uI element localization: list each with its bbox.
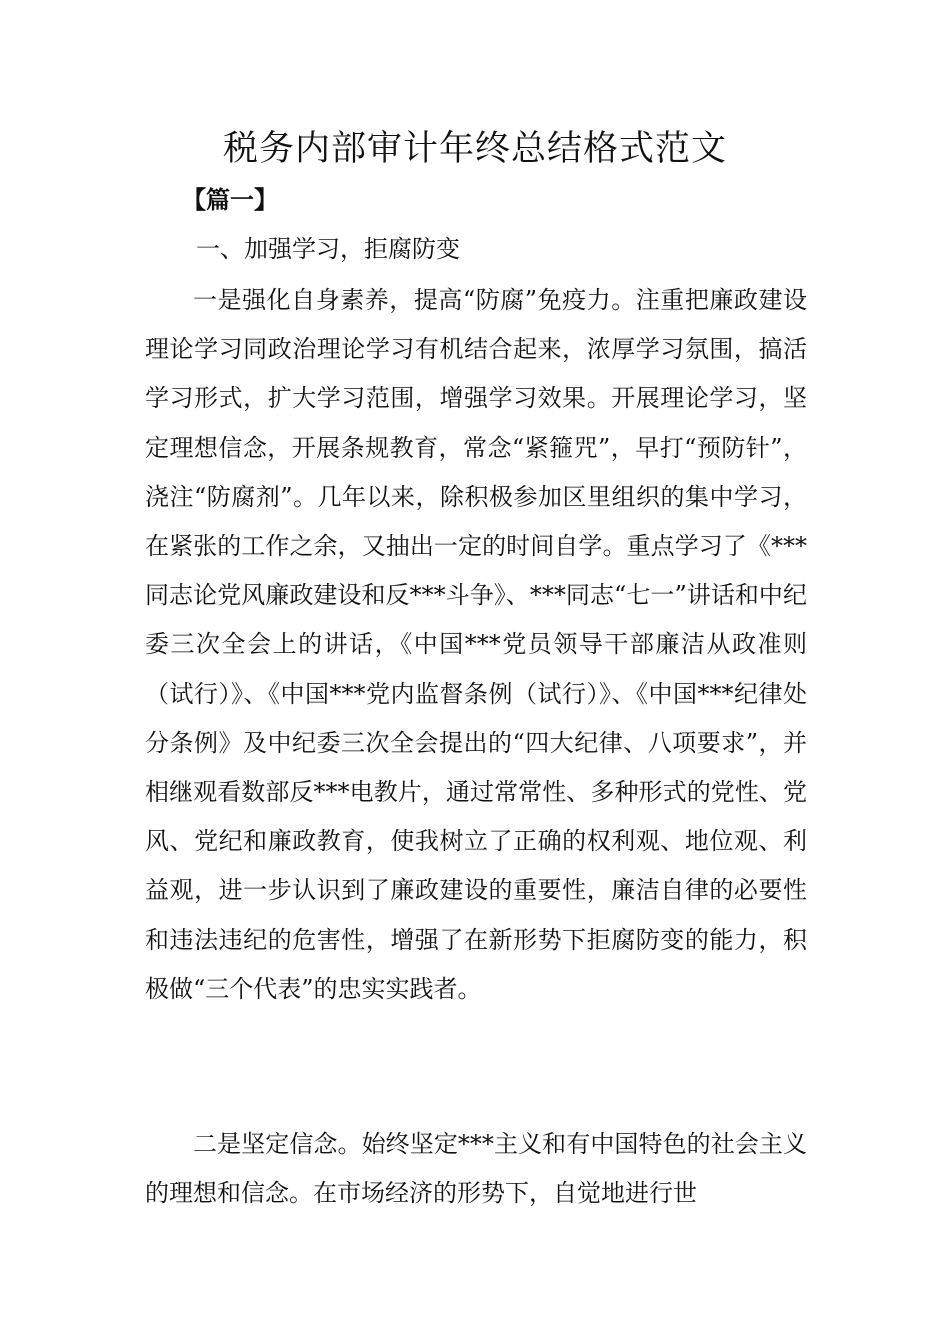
paragraph-2: 二是坚定信念。始终坚定***主义和有中国特色的社会主义的理想和信念。在市场经济的形势下，自觉地进行世 <box>145 1130 807 1208</box>
paragraph-1: 一是强化自身素养，提高“防腐”免疫力。注重把廉政建设理论学习同政治理论学习有机结合起来，浓厚学习氛围，搞活学习形式，扩大学习范围，增强学习效果。开展理论学习，坚定理想信念，开展条规教育，常念“紧箍咒”，早打“预防针”，浇注“防腐剂”。几年以来，除积极参加区里组织的集中学习，在紧张的工作之余，又抽出一定的时间自学。重点学习了《***同志论党风廉政建设和反***斗争》、***同志“七一”讲话和中纪委三次全会上的讲话，《中国***党员领导干部廉洁从政准则（试行）》、《中国***党内监督条例（试行）》、《中国***纪律处分条例》及中纪委三次全会提出的“四大纪律、八项要求”，并相继观看数部反***电教片，通过常常性、多种形式的党性、党风、党纪和廉政教育，使我树立了正确的权利观、地位观、利益观，进一步认识到了廉政建设的重要性，廉洁自律的必要性和违法违纪的危害性，增强了在新形势下拒腐防变的能力，积极做“三个代表”的忠实实践者。 <box>145 286 807 1003</box>
section-heading: 一、加强学习，拒腐防变 <box>196 235 460 263</box>
document-title: 税务内部审计年终总结格式范文 <box>222 129 727 169</box>
section-tag: 【篇一】 <box>182 185 278 214</box>
